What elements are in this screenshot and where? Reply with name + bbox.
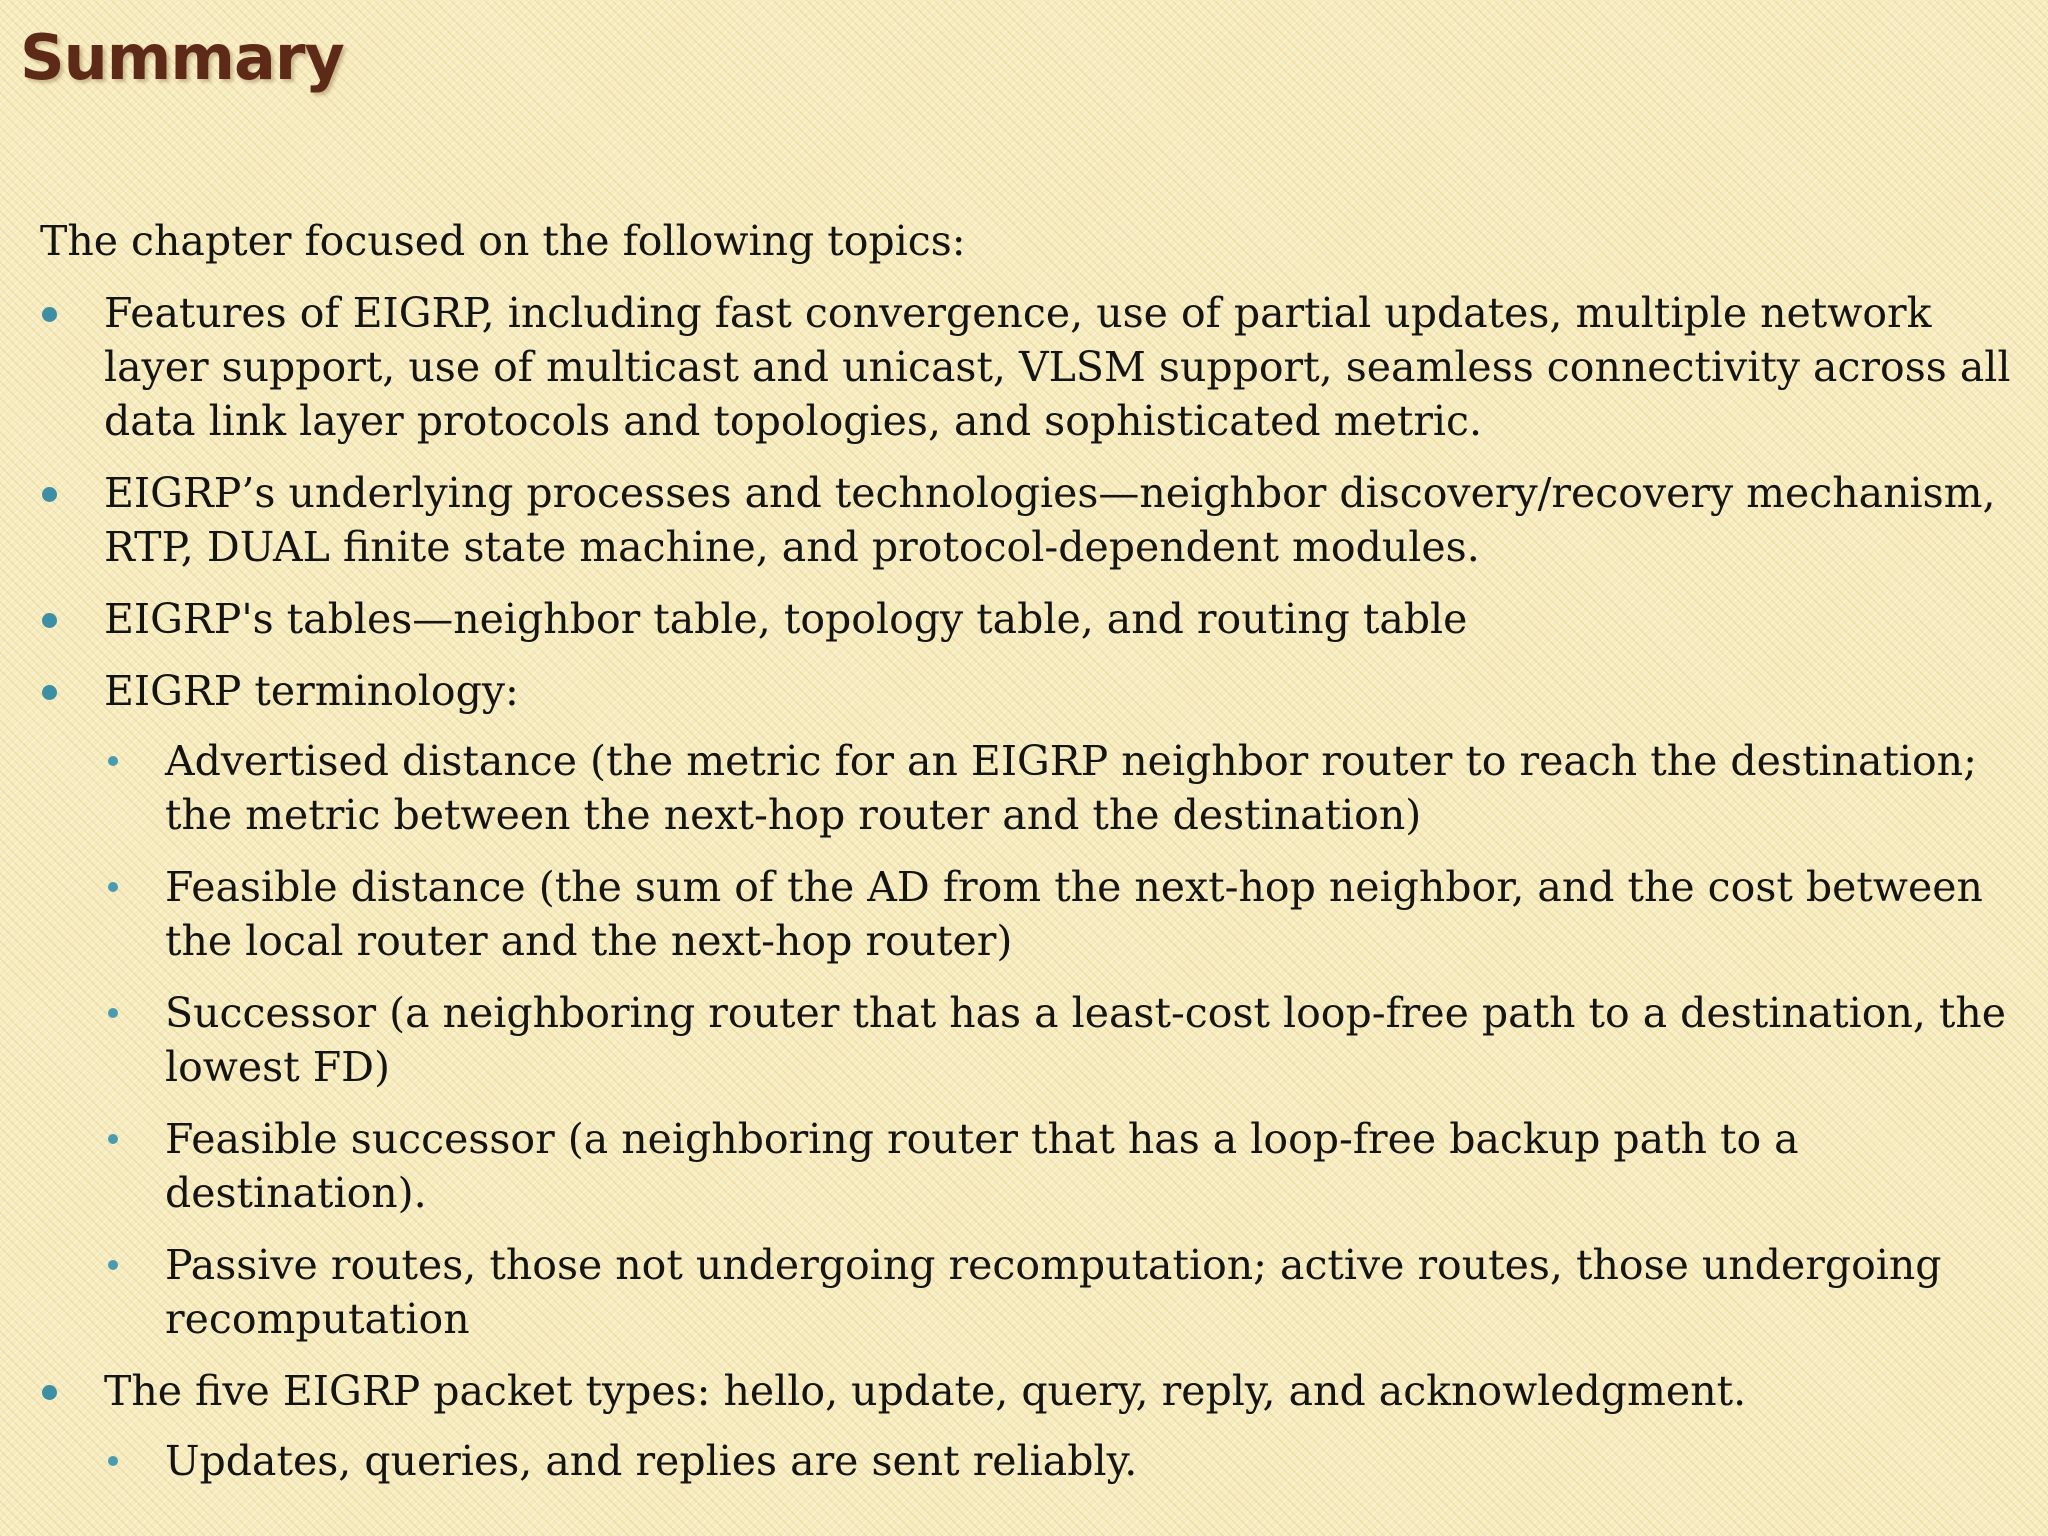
subtopic-item <box>104 1112 2030 1220</box>
topic-item <box>40 466 2030 574</box>
subtopic-list <box>104 734 2030 1346</box>
topic-item <box>40 286 2030 448</box>
sub-bullet-dot-icon <box>108 1456 118 1466</box>
bullet-dot-icon <box>42 307 57 322</box>
sub-bullet-dot-icon <box>108 882 118 892</box>
subtopic-text: Feasible distance (the sum of the AD from the next-hop neighbor, and the cost between the local router and the next-hop router) <box>165 863 1983 965</box>
sub-bullet-dot-icon <box>108 1260 118 1270</box>
subtopic-text: Feasible successor (a neighboring router that has a loop-free backup path to a destination). <box>165 1115 1799 1217</box>
topic-text: EIGRP's tables—neighbor table, topology table, and routing table <box>104 595 1468 643</box>
bullet-dot-icon <box>42 685 57 700</box>
subtopic-item <box>104 986 2030 1094</box>
bullet-dot-icon <box>42 613 57 628</box>
subtopic-list <box>104 1434 2030 1488</box>
subtopic-item <box>104 1434 2030 1488</box>
subtopic-text: Successor (a neighboring router that has a least-cost loop-free path to a destination, the lowest FD) <box>165 989 2007 1091</box>
sub-bullet-dot-icon <box>108 1134 118 1144</box>
topic-item <box>40 592 2030 646</box>
sub-bullet-dot-icon <box>108 756 118 766</box>
intro-text: The chapter focused on the following topics: <box>40 217 966 265</box>
bullet-dot-icon <box>42 1385 57 1400</box>
topic-text: Features of EIGRP, including fast convergence, use of partial updates, multiple network layer support, use of multicast and unicast, VLSM support, seamless connectivity across all data link layer protocols and topologies, and sophisticated metric. <box>104 289 2011 445</box>
topic-text: EIGRP’s underlying processes and technologies—neighbor discovery/recovery mechanism, RTP, DUAL finite state machine, and protocol-dependent modules. <box>104 469 1996 571</box>
subtopic-text: Advertised distance (the metric for an EIGRP neighbor router to reach the destination; the metric between the next-hop router and the destination) <box>165 737 1977 839</box>
bullet-dot-icon <box>42 487 57 502</box>
topic-item <box>40 664 2030 1346</box>
slide-title: Summary <box>20 21 344 94</box>
topic-text: EIGRP terminology: <box>104 667 519 715</box>
subtopic-item <box>104 1238 2030 1346</box>
sub-bullet-dot-icon <box>108 1008 118 1018</box>
subtopic-item <box>104 734 2030 842</box>
topic-item <box>40 1364 2030 1488</box>
topic-text: The five EIGRP packet types: hello, update, query, reply, and acknowledgment. <box>104 1367 1747 1415</box>
slide-content <box>40 214 2030 1506</box>
subtopic-text: Passive routes, those not undergoing recomputation; active routes, those undergoing recomputation <box>165 1241 1942 1343</box>
topic-list <box>40 286 2030 1488</box>
subtopic-text: Updates, queries, and replies are sent reliably. <box>165 1437 1138 1485</box>
subtopic-item <box>104 860 2030 968</box>
